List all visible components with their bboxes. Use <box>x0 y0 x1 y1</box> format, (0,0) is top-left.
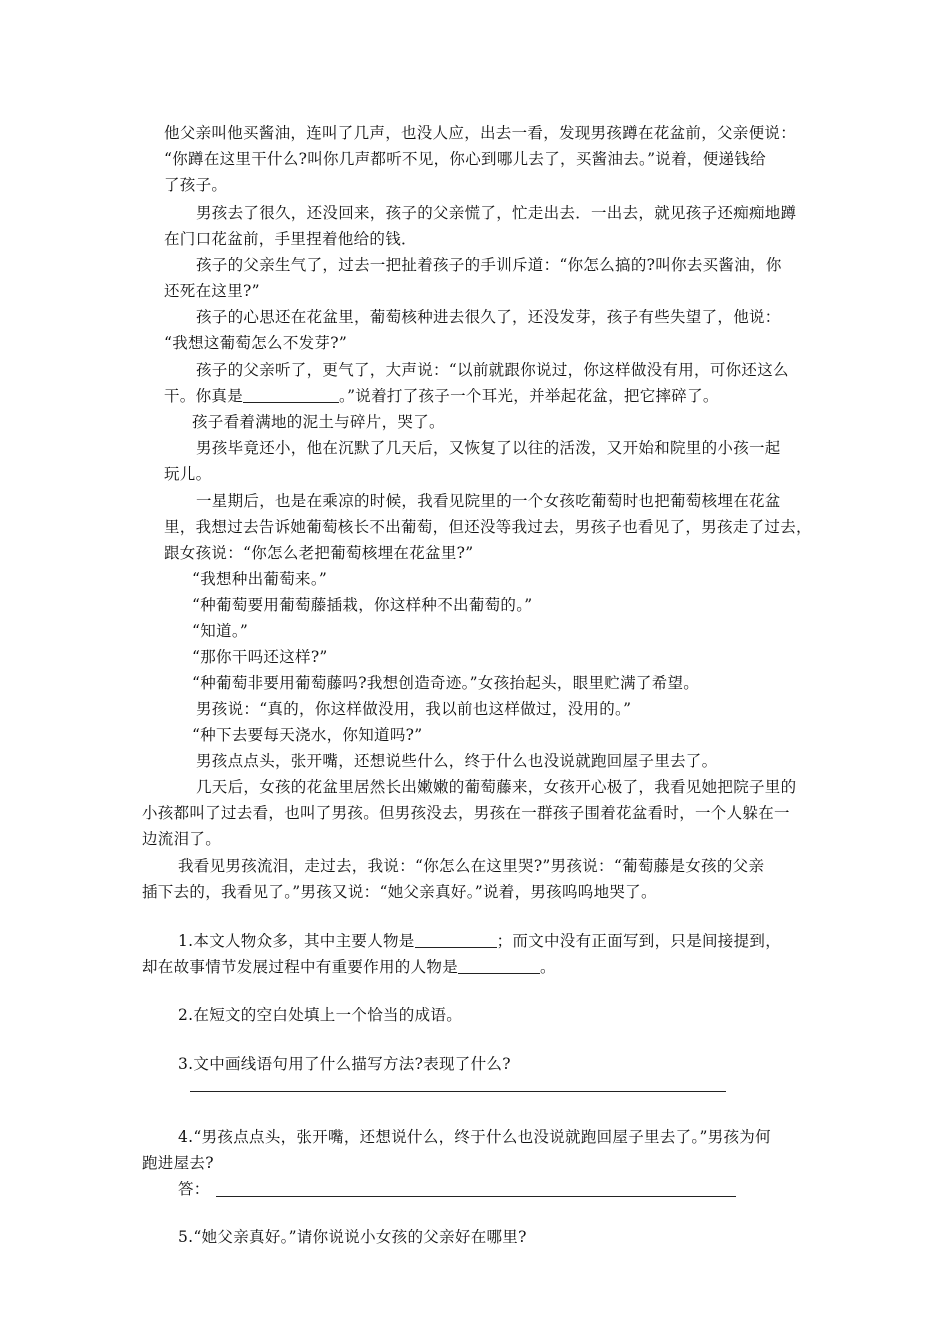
question-5: 5.“她父亲真好。”请你说说小女孩的父亲好在哪里? <box>178 1228 527 1246</box>
question-text: 1.本文人物众多，其中主要人物是 <box>178 932 415 950</box>
story-line: 几天后，女孩的花盆里居然长出嫩嫩的葡萄藤来，女孩开心极了，我看见她把院子里的 <box>196 778 797 796</box>
story-line: 他父亲叫他买酱油，连叫了几声，也没人应，出去一看，发现男孩蹲在花盆前，父亲便说： <box>164 124 797 142</box>
story-line: “知道。” <box>192 622 249 640</box>
story-text: 。”说着打了孩子一个耳光，并举起花盆，把它摔碎了。 <box>339 387 719 405</box>
question-text: 却在故事情节发展过程中有重要作用的人物是 <box>142 958 459 976</box>
story-line: 男孩去了很久，还没回来，孩子的父亲慌了，忙走出去．一出去，就见孩子还痴痴地蹲 <box>196 204 797 222</box>
story-line: 跟女孩说：“你怎么老把葡萄核埋在花盆里?” <box>164 544 474 562</box>
question-4-answer-label: 答： <box>178 1180 210 1198</box>
question-2: 2.在短文的空白处填上一个恰当的成语。 <box>178 1006 462 1024</box>
question-4-line-1: 4.“男孩点点头，张开嘴，还想说什么，终于什么也没说就跑回屋子里去了。”男孩为何 <box>178 1128 771 1146</box>
story-line: “你蹲在这里干什么?叫你几声都听不见，你心到哪儿去了，买酱油去。”说着，便递钱给 <box>164 150 766 168</box>
story-line: 边流泪了。 <box>142 830 222 848</box>
question-text: ；而文中没有正面写到，只是间接提到， <box>496 932 781 950</box>
story-line: 孩子的父亲听了，更气了，大声说：“以前就跟你说过，你这样做没有用，可你还这么 <box>196 361 789 379</box>
story-line: 里，我想过去告诉她葡萄核长不出葡萄，但还没等我过去，男孩子也看见了，男孩走了过去， <box>164 518 812 536</box>
story-line: 还死在这里?” <box>164 282 260 300</box>
story-line: 男孩说：“真的，你这样做没用，我以前也这样做过，没用的。” <box>196 700 632 718</box>
story-line: “那你干吗还这样?” <box>192 648 328 666</box>
question-1-line-1 <box>178 928 781 954</box>
story-line: 小孩都叫了过去看，也叫了男孩。但男孩没去，男孩在一群孩子围着花盆看时，一个人躲在一 <box>142 804 790 822</box>
story-text: 干。你真是 <box>164 387 244 405</box>
story-line: 男孩点点头，张开嘴，还想说些什么，终于什么也没说就跑回屋子里去了。 <box>196 752 718 770</box>
indirect-character-blank[interactable] <box>458 957 540 974</box>
story-line: 我看见男孩流泪，走过去，我说：“你怎么在这里哭?”男孩说：“葡萄藤是女孩的父亲 <box>178 857 765 875</box>
idiom-blank[interactable] <box>243 386 339 403</box>
story-line: “种下去要每天浇水，你知道吗?” <box>192 726 423 744</box>
story-line: “种葡萄要用葡萄藤插栽，你这样种不出葡萄的。” <box>192 596 533 614</box>
story-line: 在门口花盆前，手里捏着他给的钱． <box>164 230 417 248</box>
story-line: “种葡萄非要用葡萄藤吗?我想创造奇迹。”女孩抬起头，眼里贮满了希望。 <box>192 674 700 692</box>
story-line: 男孩毕竟还小，他在沉默了几天后，又恢复了以往的活泼，又开始和院里的小孩一起 <box>196 439 781 457</box>
question-4-line-2: 跑进屋去? <box>142 1154 214 1172</box>
question-4-answer-line[interactable] <box>216 1196 736 1197</box>
story-line: “我想种出葡萄来。” <box>192 570 328 588</box>
story-line: 了孩子。 <box>164 176 228 194</box>
story-line: “我想这葡萄怎么不发芽?” <box>164 334 348 352</box>
question-1-line-2 <box>142 954 556 980</box>
main-character-blank[interactable] <box>415 931 497 948</box>
story-line: 孩子的父亲生气了，过去一把扯着孩子的手训斥道：“你怎么搞的?叫你去买酱油，你 <box>196 256 782 274</box>
story-line: 一星期后，也是在乘凉的时候，我看见院里的一个女孩吃葡萄时也把葡萄核埋在花盆 <box>196 492 781 510</box>
story-line: 孩子看着满地的泥土与碎片，哭了。 <box>192 413 445 431</box>
question-text: 。 <box>540 958 556 976</box>
story-line: 玩儿。 <box>164 465 212 483</box>
story-line: 插下去的，我看见了。”男孩又说：“她父亲真好。”说着，男孩呜呜地哭了。 <box>142 883 657 901</box>
story-line-with-blank <box>164 383 719 409</box>
story-line: 孩子的心思还在花盆里，葡萄核种进去很久了，还没发芽，孩子有些失望了，他说： <box>196 308 781 326</box>
question-3: 3.文中画线语句用了什么描写方法?表现了什么? <box>178 1055 511 1073</box>
question-3-answer-line[interactable] <box>190 1091 726 1092</box>
